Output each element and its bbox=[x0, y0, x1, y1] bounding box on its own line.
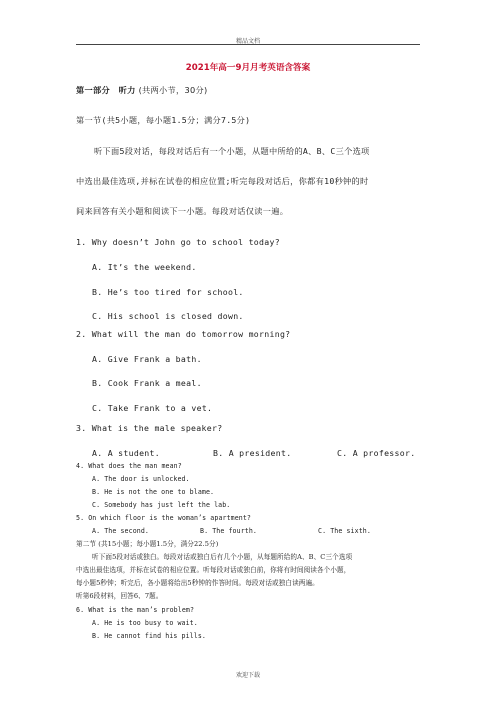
part1-info: (共两小节，30分) bbox=[138, 85, 208, 95]
q3-option-c: C. A professor. bbox=[337, 448, 416, 458]
page-footer: 欢迎下载 bbox=[235, 672, 260, 679]
header-divider bbox=[76, 44, 420, 45]
q4-stem: 4. What does the man mean? bbox=[76, 462, 182, 470]
q1-option-c: C. His school is closed down. bbox=[92, 311, 244, 321]
q4-option-b: B. He is not the one to blame. bbox=[92, 488, 215, 496]
q4-option-c: C. Somebody has just left the lab. bbox=[92, 501, 231, 509]
q1-option-b: B. He’s too tired for school. bbox=[92, 287, 244, 297]
q4-option-a: A. The door is unlocked. bbox=[92, 475, 190, 483]
q1-option-a: A. It’s the weekend. bbox=[92, 262, 197, 272]
section2-instruction-2: 中选出最佳选项，并标在试卷的相应位置。听每段对话或独白前，你将有时间阅读各个小题， bbox=[76, 566, 351, 574]
part1-section: 听力 bbox=[118, 85, 136, 95]
q6-stem: 6. What is the man’s problem? bbox=[76, 606, 195, 614]
q5-stem: 5. On which floor is the woman’s apartment? bbox=[76, 514, 251, 522]
q6-option-b: B. He cannot find his pills. bbox=[92, 632, 206, 640]
q5-option-b: B. The fourth. bbox=[200, 527, 257, 535]
section1-instruction-2: 中选出最佳选项,并标在试卷的相应位置;听完每段对话后，你都有10秒钟的时 bbox=[76, 176, 369, 186]
section2-instruction-1: 听下面5段对话或独白。每段对话或独白后有几个小题，从每题所给的A、B、C三个选项 bbox=[92, 553, 353, 561]
section1-instruction-1: 听下面5段对话，每段对话后有一个小题，从题中所给的A、B、C三个选项 bbox=[94, 146, 370, 156]
q2-option-c: C. Take Frank to a vet. bbox=[92, 403, 213, 413]
section1-instruction-3: 间来回答有关小题和阅读下一小题。每段对话仅读一遍。 bbox=[76, 206, 289, 216]
document-title: 2021年高一9月月考英语含答案 bbox=[185, 63, 311, 73]
section2-material: 听第6段材料，回答6、7题。 bbox=[76, 592, 163, 600]
q1-stem: 1. Why doesn’t John go to school today? bbox=[76, 237, 280, 247]
section1-heading: 第一节(共5小题，每小题1.5分；满分7.5分) bbox=[76, 115, 251, 125]
part1-heading bbox=[76, 85, 208, 95]
part1-name: 第一部分 bbox=[76, 85, 110, 95]
q5-option-c: C. The sixth. bbox=[318, 527, 371, 535]
q2-stem: 2. What will the man do tomorrow morning? bbox=[76, 329, 291, 339]
section2-heading: 第二节 (共15小题；每小题1.5分，满分22.5分) bbox=[76, 540, 219, 548]
q5-option-a: A. The second. bbox=[92, 527, 149, 535]
q3-stem: 3. What is the male speaker? bbox=[76, 423, 223, 433]
q3-option-b: B. A president. bbox=[213, 448, 292, 458]
q2-option-a: A. Give Frank a bath. bbox=[92, 354, 202, 364]
q3-option-a: A. A student. bbox=[92, 448, 160, 458]
page-header: 精品文档 bbox=[235, 38, 260, 45]
q2-option-b: B. Cook Frank a meal. bbox=[92, 378, 202, 388]
section2-instruction-3: 每小题5秒钟；听完后，各小题将给出5秒钟的作答时间。每段对话或独白读两遍。 bbox=[76, 579, 319, 587]
q6-option-a: A. He is too busy to wait. bbox=[92, 619, 198, 627]
